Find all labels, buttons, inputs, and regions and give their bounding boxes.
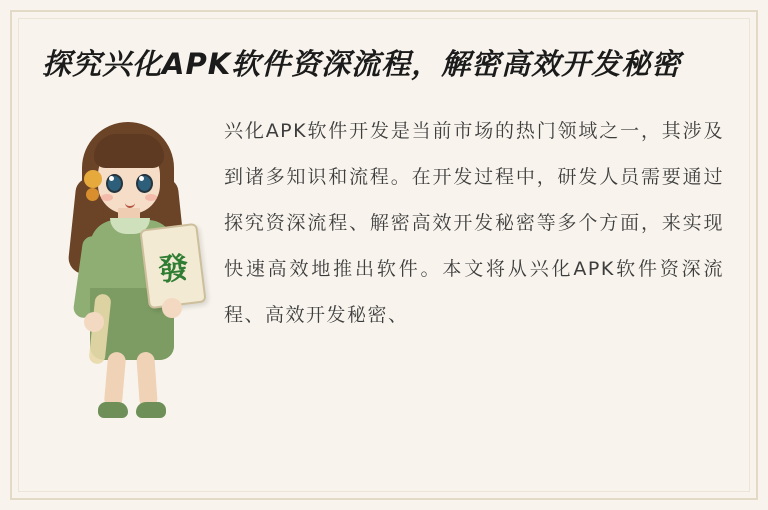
left-shoe-shape: [98, 402, 128, 418]
left-hand-shape: [84, 312, 104, 332]
right-hand-shape: [162, 298, 182, 318]
hair-ornament-secondary-icon: [86, 188, 99, 201]
illustration-girl-with-mahjong-tile: [48, 108, 218, 428]
left-leg-shape: [104, 351, 127, 408]
article-paragraph: 兴化APK软件开发是当前市场的热门领域之一，其涉及到诸多知识和流程。在开发过程中，研发人员需要通过探究资深流程、解密高效开发秘密等多个方面，来实现快速高效地推出软件。本文将从兴化APK软件资深流程、高效开发秘密、: [224, 120, 724, 326]
right-shoe-shape: [136, 402, 166, 418]
article-body-wrapper: [34, 108, 734, 338]
left-eye-highlight-shape: [109, 176, 114, 181]
left-blush-shape: [101, 194, 113, 201]
page-title: 探究兴化APK软件资深流程，解密高效开发秘密: [42, 47, 682, 81]
right-eye-highlight-shape: [139, 176, 144, 181]
hair-ornament-icon: [84, 170, 102, 188]
right-blush-shape: [145, 194, 157, 201]
right-leg-shape: [136, 351, 158, 408]
article-content: [34, 34, 734, 476]
hair-fringe-shape: [94, 134, 164, 168]
mahjong-tile-character: 發: [156, 250, 191, 289]
mahjong-tile-icon: [139, 223, 206, 309]
